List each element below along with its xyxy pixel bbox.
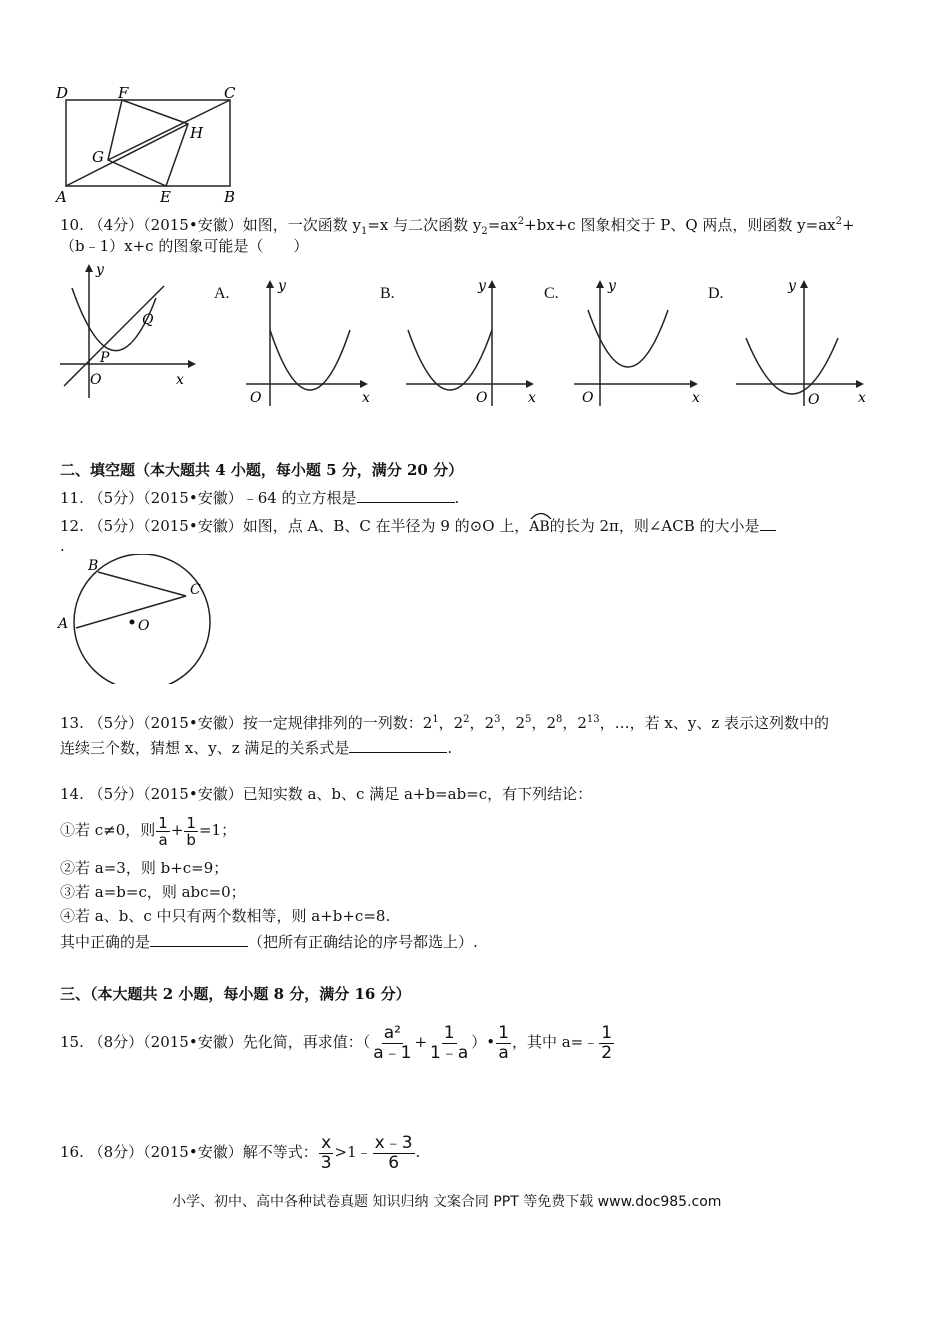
option-C-origin-label: O (582, 390, 594, 406)
q12-answer-blank[interactable] (760, 514, 776, 531)
main-graph-P-label: P (100, 350, 110, 366)
option-A-label[interactable]: A. (214, 285, 230, 302)
option-B-origin-label: O (476, 390, 488, 406)
option-A-graph[interactable] (236, 274, 376, 414)
q14-conclusion-3: ③若 a=b=c，则 abc=0； (60, 883, 246, 901)
circle-label-O: O (138, 618, 150, 634)
option-C-x-label: x (692, 390, 700, 406)
option-B-y-label: y (478, 278, 486, 294)
option-A-x-label: x (362, 390, 370, 406)
main-graph-y-label: y (96, 262, 104, 278)
main-graph-x-label: x (176, 372, 184, 388)
label-E: E (160, 188, 171, 206)
footer-text: 小学、初中、高中各种试卷真题 知识归纳 文案合同 PPT 等免费下载 www.doc985.com (172, 1194, 722, 1210)
circle-label-B: B (88, 558, 99, 574)
q10-line2: （b﹣1）x+c 的图象可能是（ ） (60, 237, 309, 255)
arc-AB: AB (529, 512, 549, 537)
label-D: D (56, 84, 69, 102)
q10-main-graph (52, 258, 202, 408)
q16: 16. （8分）（2015•安徽）解不等式： $\frac{x}{3}$ >1﹣ $\frac{x﹣3}{6}$ . (60, 1132, 421, 1173)
option-A-origin-label: O (250, 390, 262, 406)
q13-line2: 连续三个数，猜想 x、y、z 满足的关系式是 . (60, 736, 452, 758)
q15: 15. （8分）（2015•安徽）先化简，再求值：（ $\frac{\text{a²}}{a﹣1}$ + $\frac{1}{1﹣a}$ ）• $\frac{1}{a}$ ，其中 a=﹣ $\frac{1}{2}$ (60, 1022, 613, 1063)
q14-answer-blank[interactable] (150, 930, 248, 947)
option-C-label[interactable]: C. (544, 285, 559, 302)
option-D-label[interactable]: D. (708, 285, 724, 302)
option-D-x-label: x (858, 390, 866, 406)
option-B-graph[interactable] (402, 274, 542, 414)
q12-circle-figure (52, 554, 212, 684)
option-D-origin-label: O (808, 392, 820, 408)
option-C-graph[interactable] (566, 274, 706, 414)
section-3-heading: 三、（本大题共 2 小题，每小题 8 分，满分 16 分） (60, 985, 411, 1003)
main-graph-origin-label: O (90, 372, 102, 388)
label-C: C (224, 84, 236, 102)
option-B-x-label: x (528, 390, 536, 406)
label-F: F (118, 84, 129, 102)
main-graph-Q-label: Q (142, 312, 154, 328)
q14-conclusion-2: ②若 a=3，则 b+c=9； (60, 859, 229, 877)
q13-answer-blank[interactable] (349, 736, 447, 753)
label-A: A (56, 188, 67, 206)
option-C-y-label: y (608, 278, 616, 294)
q11: 11. （5分）（2015•安徽）﹣64 的立方根是 . (60, 486, 459, 508)
option-D-y-label: y (788, 278, 796, 294)
option-D-graph[interactable] (732, 274, 872, 414)
q12-line2: . (60, 537, 65, 555)
q13-line1: 13. （5分）（2015•安徽）按一定规律排列的一列数：$2^1$，$2^2$，$2^3$，$2^5$，$2^8$，$2^{13}$，…，若 x、y、z 表示这列数中的 (60, 714, 830, 732)
q14-conclusion-1: ①若 c≠0，则 $\frac{1}{a}$ + $\frac{1}{b}$ =1； (60, 813, 237, 849)
circle-label-A: A (58, 616, 69, 632)
rectangle-figure (52, 82, 252, 206)
q11-answer-blank[interactable] (357, 486, 455, 503)
label-G: G (92, 148, 104, 166)
label-H: H (190, 124, 204, 142)
q14-line1: 14. （5分）（2015•安徽）已知实数 a、b、c 满足 a+b=ab=c，有下列结论： (60, 785, 593, 803)
label-B: B (224, 188, 236, 206)
q14-conclusion-4: ④若 a、b、c 中只有两个数相等，则 a+b+c=8. (60, 907, 391, 925)
q14-answer-line: 其中正确的是 （把所有正确结论的序号都选上）. (60, 930, 478, 952)
option-B-label[interactable]: B. (380, 285, 395, 302)
q12-line1: 12. （5分）（2015•安徽）如图，点 A、B、C 在半径为 9 的⊙O 上， AB的长为 2π，则∠ACB 的大小是 (60, 512, 776, 537)
option-A-y-label: y (278, 278, 286, 294)
circle-label-C: C (190, 582, 201, 598)
section-2-heading: 二、填空题（本大题共 4 小题，每小题 5 分，满分 20 分） (60, 461, 464, 479)
q10-line1: 10. （4分）（2015•安徽）如图，一次函数 $y_1=x$ 与二次函数 $y_2=ax^2+bx+c$ 图象相交于 P、Q 两点，则函数 $y=ax^2+$ (60, 216, 855, 237)
